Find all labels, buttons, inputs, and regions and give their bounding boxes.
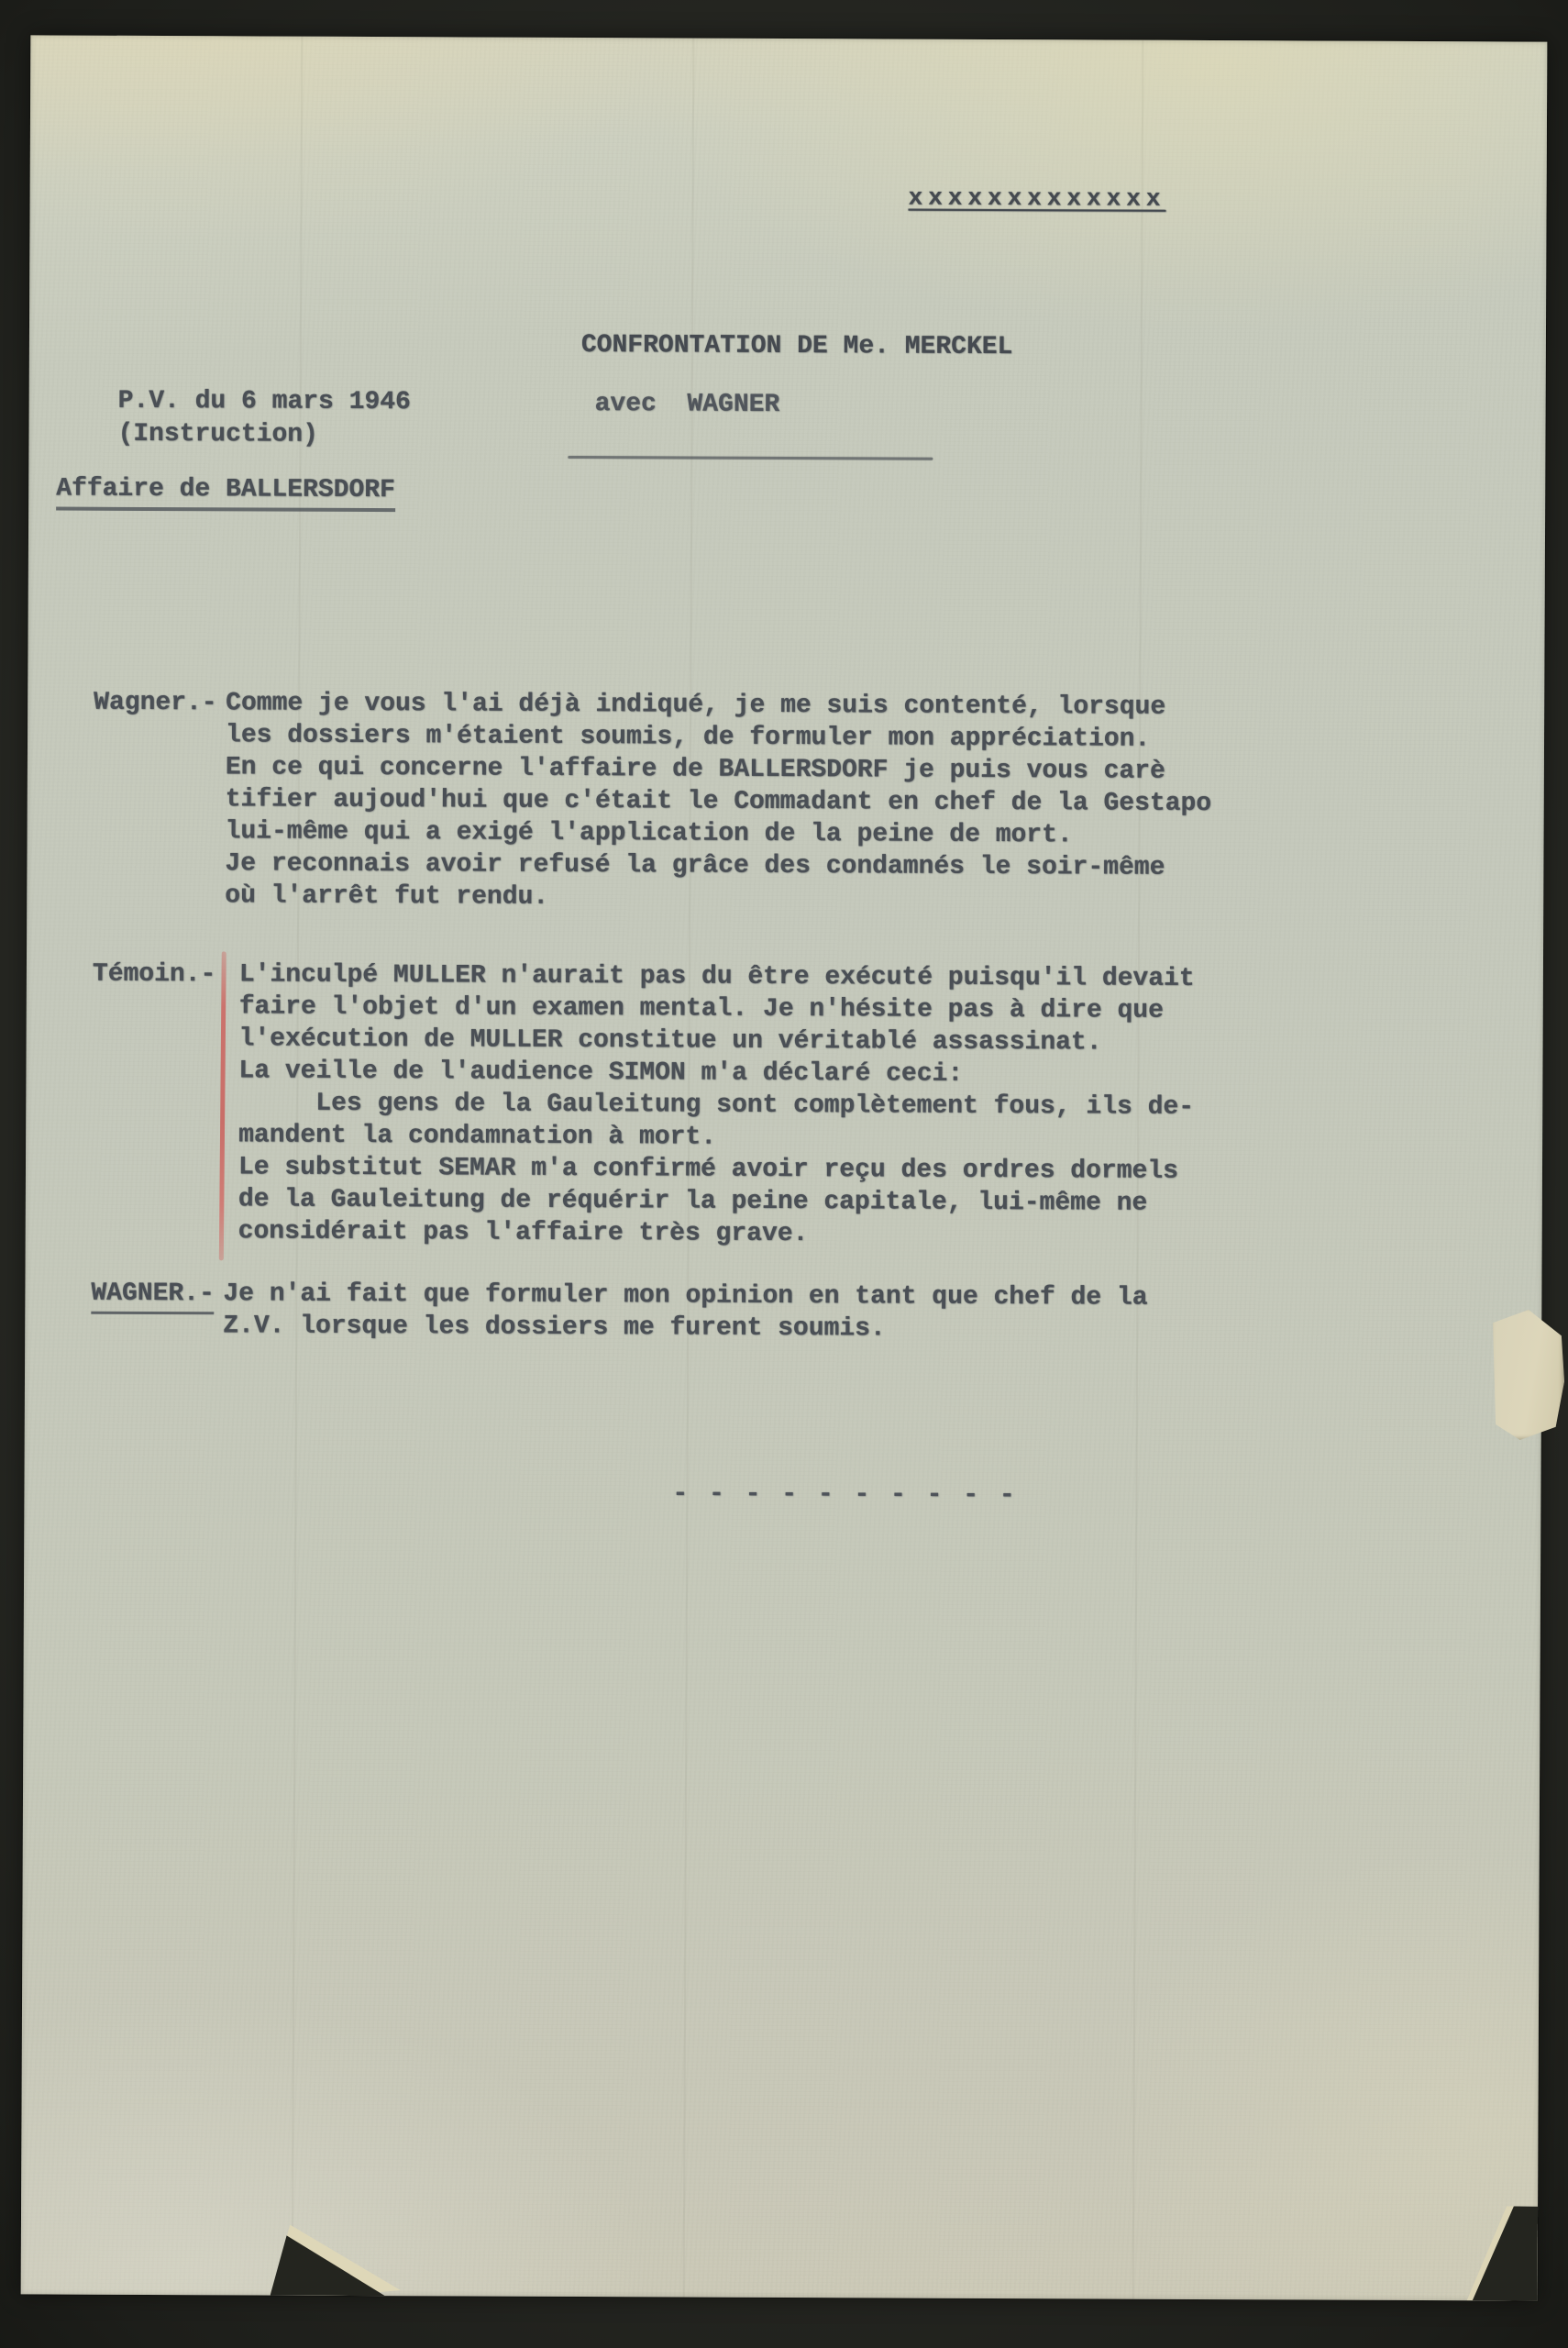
testimony-line: l'exécution de MULLER constitue un véritablé assassinat. xyxy=(238,1024,1102,1058)
testimony-line: tifier aujoud'hui que c'était le Commadant en chef de la Gestapo xyxy=(225,785,1212,819)
testimony-line: les dossiers m'étaient soumis, de formuler mon appréciation. xyxy=(225,721,1151,754)
pv-instruction-line: (Instruction) xyxy=(117,419,318,449)
testimony-text xyxy=(223,1278,1541,1347)
testimony-line: faire l'objet d'un examen mental. Je n'hésite pas à dire que xyxy=(238,992,1164,1025)
testimony-line: En ce qui concerne l'affaire de BALLERSDORF je puis vous carè xyxy=(225,753,1165,786)
testimony-text xyxy=(238,958,1543,1253)
speaker-label: WAGNER.- xyxy=(91,1278,215,1315)
case-title: Affaire de BALLERSDORF xyxy=(56,475,395,513)
speaker-label: Wagner.- xyxy=(94,688,217,718)
document-subtitle: avec WAGNER xyxy=(594,390,780,419)
testimony-text xyxy=(225,687,1544,917)
testimony-line: de la Gauleitung de réquérir la peine capitale, lui-même ne xyxy=(237,1185,1148,1218)
testimony-entry xyxy=(25,1277,1541,1347)
testimony-line: Z.V. lorsque les dossiers me furent soumis. xyxy=(223,1312,886,1344)
testimony-line: Je reconnais avoir refusé la grâce des condamnés le soir-même xyxy=(225,849,1165,882)
torn-tape-right-edge xyxy=(1493,1310,1564,1440)
testimony-line: lui-même qui a exigé l'application de la peine de mort. xyxy=(225,817,1073,850)
testimony-line: Comme je vous l'ai déjà indiqué, je me suis contenté, lorsque xyxy=(226,689,1166,722)
testimony-line: Je n'ai fait que formuler mon opinion en tant que chef de la xyxy=(223,1279,1148,1312)
testimony-line: Le substitut SEMAR m'a confirmé avoir reçu des ordres dormels xyxy=(237,1153,1179,1186)
testimony-line: mandent la condamnation à mort. xyxy=(238,1121,717,1152)
testimony-entries xyxy=(25,686,1544,1347)
speaker-label: Témoin.- xyxy=(92,959,216,990)
testimony-entry xyxy=(27,686,1544,917)
testimony-line: La veille de l'audience SIMON m'a déclaré ceci: xyxy=(238,1057,964,1089)
testimony-entry xyxy=(26,958,1543,1253)
typed-x-row: xxxxxxxxxxxxx xyxy=(908,183,1166,213)
pv-date-line: P.V. du 6 mars 1946 xyxy=(117,386,411,417)
dashed-separator: - - - - - - - - - - xyxy=(672,1479,1018,1511)
document-title: CONFRONTATION DE Me. MERCKEL xyxy=(580,331,1013,362)
subtitle-underline xyxy=(568,456,933,460)
testimony-line: L'inculpé MULLER n'aurait pas du être exécuté puisqu'il devait xyxy=(238,960,1195,993)
testimony-line: considérait pas l'affaire très grave. xyxy=(237,1217,809,1249)
testimony-line: Les gens de la Gauleitung sont complètement fous, ils de- xyxy=(238,1089,1195,1122)
testimony-line: où l'arrêt fut rendu. xyxy=(225,881,549,912)
document-page xyxy=(21,35,1548,2300)
